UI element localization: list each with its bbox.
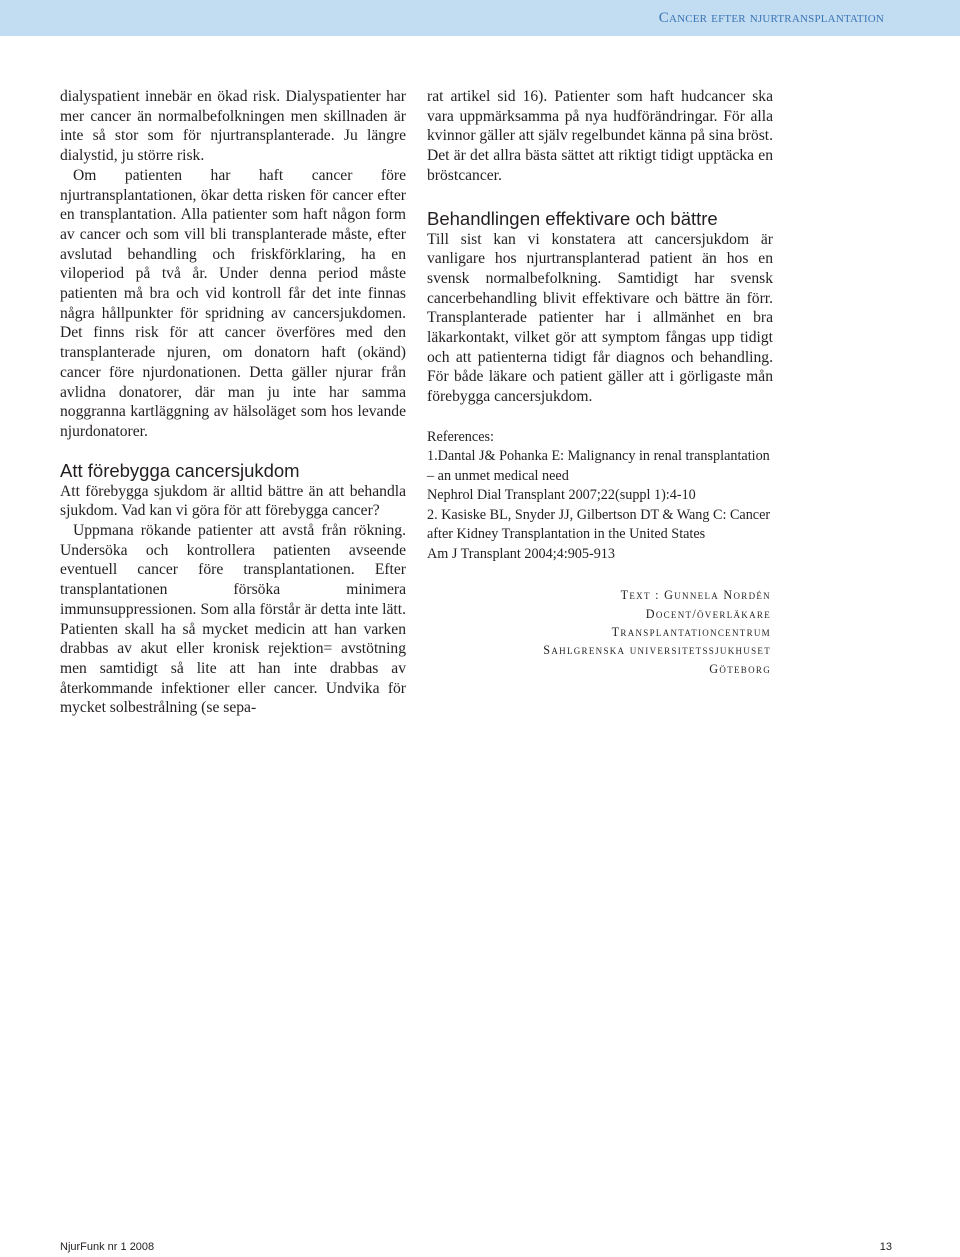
- credit-author: Text : Gunnela Nordén: [620, 588, 771, 603]
- credit-department: Transplantationcentrum: [611, 624, 771, 639]
- body-paragraph: Att förebygga sjukdom är alltid bättre än att behandla sjukdom. Vad kan vi göra för att förebygga cancer?: [60, 482, 406, 520]
- body-paragraph: Uppmana rökande patienter att avstå från rökning. Undersöka och kontrollera patienten avseende eventuell cancer före transplantationen. Efter transplantationen försöka minimera immunsuppressionen. Som alla förstår är detta inte lätt. Patienten skall ha så mycket medicin att han varken drabbas av akut eller kronisk rejektion= avstötning men samtidigt så lite att han inte drabbas av återkommande infektioner eller cancer. Undvika för mycket solbestrålning (se sepa-: [60, 522, 406, 717]
- references-label: References:: [427, 428, 494, 445]
- credit-hospital: Sahlgrenska universitetssjukhuset: [543, 643, 771, 658]
- body-paragraph: dialyspatient innebär en ökad risk. Dialyspatienter har mer cancer än normalbefolkningen men skillnaden är inte så stor som för njurtransplanterade. Ju längre dialystid, ju större risk.: [60, 88, 406, 165]
- reference-line: 1.Dantal J& Pohanka E: Malignancy in renal transplantation: [427, 448, 770, 465]
- reference-line: – an unmet medical need: [427, 467, 569, 484]
- right-column: [427, 87, 773, 678]
- author-credit: [427, 586, 773, 677]
- reference-line: 2. Kasiske BL, Snyder JJ, Gilbertson DT & Wang C: Cancer: [427, 506, 771, 523]
- running-header-title: Cancer efter njurtransplantation: [658, 10, 884, 26]
- footer-page-number: 13: [879, 1241, 892, 1253]
- section-heading-treatment: Behandlingen effektivare och bättre: [427, 207, 718, 229]
- section-heading-prevention: Att förebygga cancersjukdom: [60, 459, 300, 481]
- body-paragraph: Om patienten har haft cancer före njurtransplantationen, ökar detta risken för cancer efter en transplantation. Alla patienter som haft någon form av cancer och som vill bli transplanterade måste, efter avslutad behandling och friskförklaring, ha en viloperiod på två år. Under denna period måste patienten må bra och vid kontroll får det inte finnas några hållpunkter för spridning av cancersjukdomen. Det finns risk för att cancer överföres med den transplanterade njuren, om donatorn haft (okänd) cancer före njurdonationen. Detta gäller njurar från avlidna donatorer, där man ju inte har samma noggranna kartläggning av hälsoläget som hos levande njurdonatorer.: [60, 166, 406, 440]
- left-column: [60, 87, 406, 718]
- reference-line: after Kidney Transplantation in the United States: [427, 526, 706, 543]
- reference-line: Nephrol Dial Transplant 2007;22(suppl 1):4-10: [427, 487, 696, 504]
- body-paragraph: rat artikel sid 16). Patienter som haft hudcancer ska vara uppmärksamma på nya hudförändringar. För alla kvinnor gäller att själv regelbundet känna på sina bröst. Det är det allra bästa sättet att riktigt tidigt upptäcka en bröstcancer.: [427, 88, 773, 184]
- footer-publication: NjurFunk nr 1 2008: [60, 1241, 155, 1253]
- references-list: [427, 428, 773, 565]
- body-paragraph: Till sist kan vi konstatera att cancersjukdom är vanligare hos njurtransplanterad patient än hos en svensk normalbefolkning. Samtidigt har svensk cancerbehandling blivit effektivare och bättre än förr. Transplanterade patienter har i allmänhet en bra läkarkontakt, vilket gör att symptom fångas upp tidigt och att patienterna tidigt får diagnos och behandling. För både läkare och patient gäller att i görligaste mån förebygga cancersjukdom.: [427, 230, 773, 406]
- credit-city: Göteborg: [709, 661, 771, 676]
- credit-title: Docent/överläkare: [645, 606, 771, 621]
- reference-line: Am J Transplant 2004;4:905-913: [427, 545, 615, 562]
